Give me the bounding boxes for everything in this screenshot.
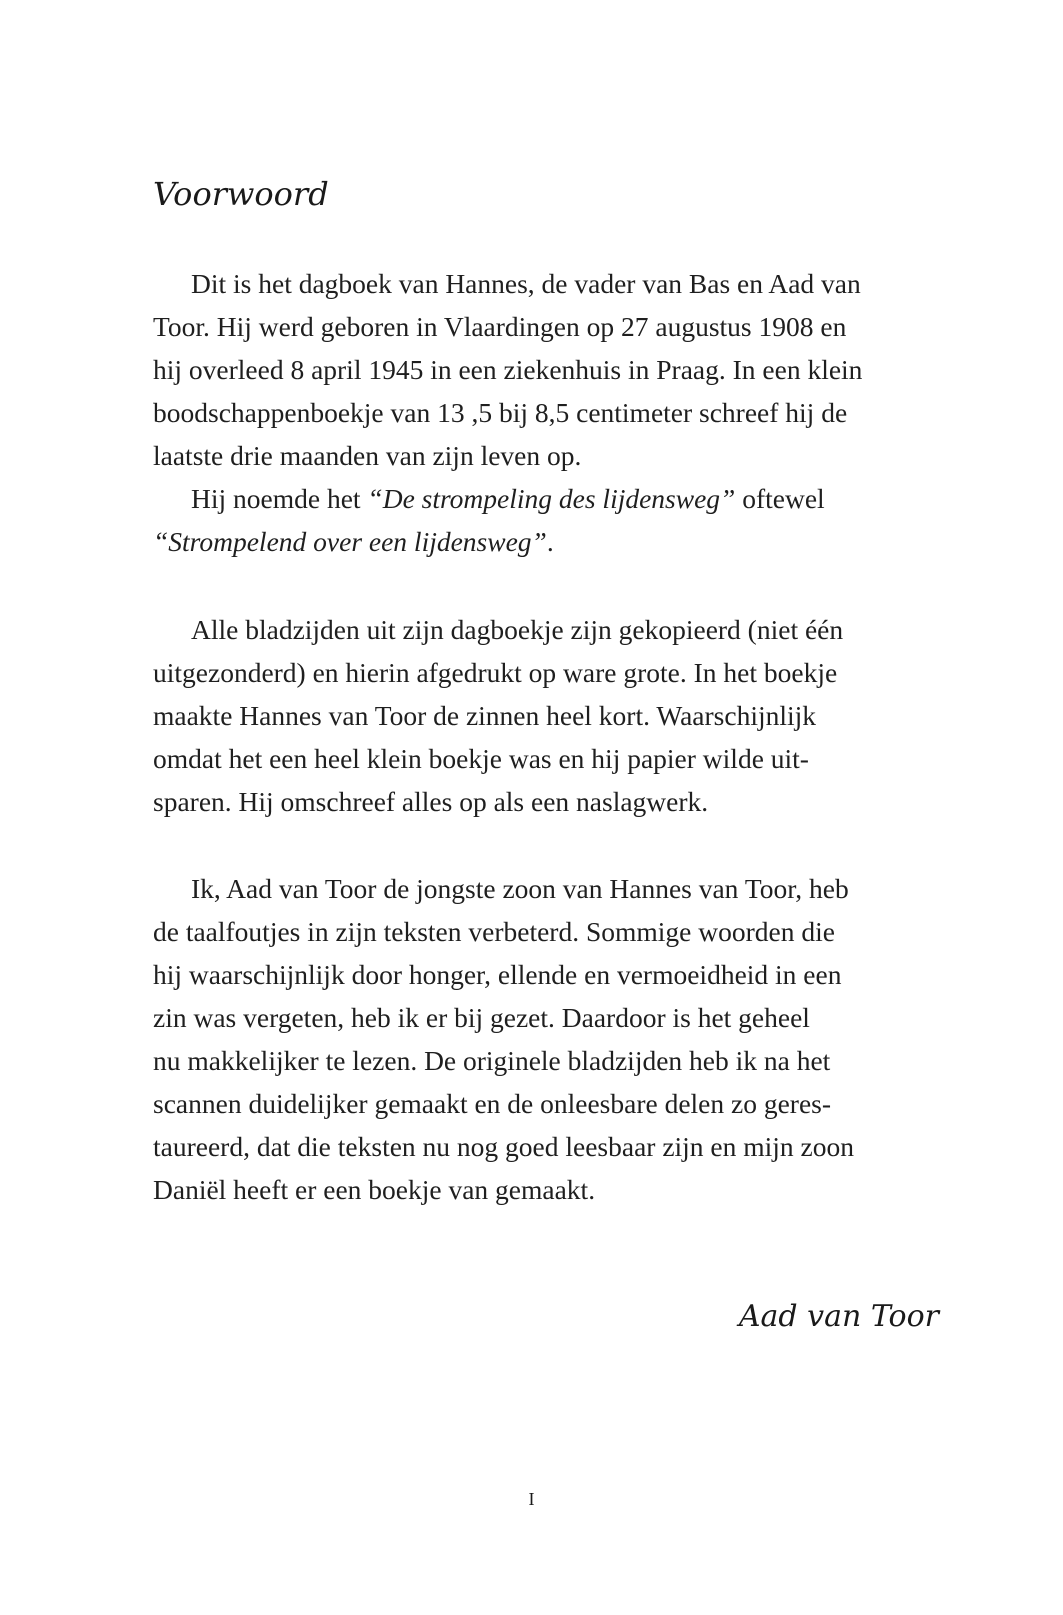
diary-title-quote: “De strompeling des lijdensweg” bbox=[367, 483, 736, 514]
diary-title-translation: “Strompelend over een lijdensweg” bbox=[153, 526, 547, 557]
paragraph-1-line-7 bbox=[153, 524, 554, 560]
page-title: Voorwoord bbox=[153, 175, 329, 213]
paragraph-3-line-1: Ik, Aad van Toor de jongste zoon van Hannes van Toor, heb bbox=[191, 873, 849, 904]
line-6-text: Hij noemde het bbox=[191, 483, 368, 514]
paragraph-3-line-7: taureerd, dat die teksten nu nog goed leesbaar zijn en mijn zoon bbox=[153, 1131, 855, 1162]
paragraph-3-line-2: de taalfoutjes in zijn teksten verbeterd. Sommige woorden die bbox=[153, 916, 835, 947]
author-signature: Aad van Toor bbox=[738, 1299, 939, 1334]
paragraph-2-line-4: omdat het een heel klein boekje was en hij papier wilde uit- bbox=[153, 743, 809, 774]
paragraph-3-line-3: hij waarschijnlijk door honger, ellende en vermoeidheid in een bbox=[153, 959, 842, 990]
paragraph-2-line-1: Alle bladzijden uit zijn dagboekje zijn gekopieerd (niet één bbox=[191, 614, 844, 645]
paragraph-1-line-3: hij overleed 8 april 1945 in een ziekenhuis in Praag. In een klein bbox=[153, 354, 863, 385]
page-number: I bbox=[528, 1489, 535, 1509]
paragraph-3-line-6: scannen duidelijker gemaakt en de onleesbare delen zo geres- bbox=[153, 1088, 832, 1119]
paragraph-1-line-2: Toor. Hij werd geboren in Vlaardingen op 27 augustus 1908 en bbox=[153, 311, 847, 342]
paragraph-2-line-5: sparen. Hij omschreef alles op als een naslagwerk. bbox=[153, 786, 709, 817]
line-7-end: . bbox=[546, 526, 554, 557]
paragraph-3-line-5: nu makkelijker te lezen. De originele bladzijden heb ik na het bbox=[153, 1045, 831, 1076]
paragraph-1-line-4: boodschappenboekje van 13 ,5 bij 8,5 centimeter schreef hij de bbox=[153, 397, 848, 428]
line-6-text-end: oftewel bbox=[735, 483, 825, 514]
paragraph-3-line-8: Daniël heeft er een boekje van gemaakt. bbox=[153, 1174, 596, 1205]
paragraph-3-line-4: zin was vergeten, heb ik er bij gezet. Daardoor is het geheel bbox=[153, 1002, 810, 1033]
paragraph-1-line-1: Dit is het dagboek van Hannes, de vader van Bas en Aad van bbox=[191, 268, 861, 299]
paragraph-1-line-5: laatste drie maanden van zijn leven op. bbox=[153, 440, 582, 471]
paragraph-2-line-2: uitgezonderd) en hierin afgedrukt op ware grote. In het boekje bbox=[153, 657, 838, 688]
paragraph-1-line-6 bbox=[191, 481, 825, 517]
paragraph-2-line-3: maakte Hannes van Toor de zinnen heel kort. Waarschijnlijk bbox=[153, 700, 817, 731]
